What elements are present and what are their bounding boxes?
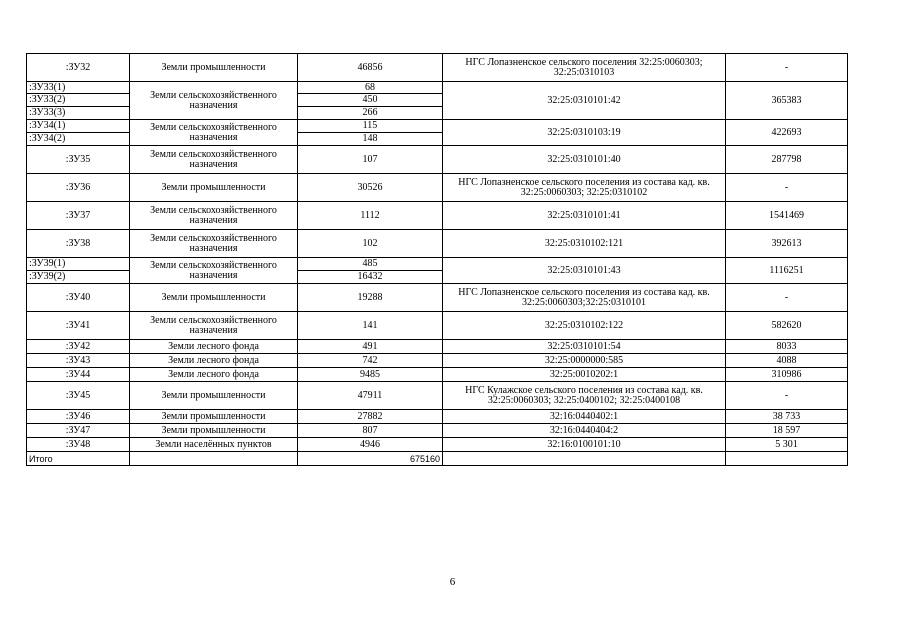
plot-id: :ЗУ41 [27,312,130,340]
total-row [27,452,848,466]
plot-id: :ЗУ39(2) [27,271,130,284]
plot-area: 1112 [298,202,443,230]
plot-area: 9485 [298,368,443,382]
plot-id: :ЗУ40 [27,284,130,312]
plot-area: 450 [298,94,443,107]
cadastral-number: НГС Кулажское сельского поселения из состава кад. кв. 32:25:0060303; 32:25:0400102; 32:25:0400108 [443,382,726,410]
cadastral-number: 32:25:0310101:42 [443,82,726,120]
land-category: Земли лесного фонда [130,354,298,368]
cadastral-value: 310986 [726,368,848,382]
table-row [27,410,848,424]
land-category: Земли сельскохозяйственного назначения [130,258,298,284]
land-category: Земли сельскохозяйственного назначения [130,146,298,174]
land-category: Земли промышленности [130,410,298,424]
cadastral-number: НГС Лопазненское сельского поселения из состава кад. кв. 32:25:0060303; 32:25:0310102 [443,174,726,202]
plot-area: 27882 [298,410,443,424]
cadastral-number: 32:16:0100101:10 [443,438,726,452]
plot-id: :ЗУ32 [27,54,130,82]
plot-area: 742 [298,354,443,368]
cadastral-value: - [726,284,848,312]
cadastral-number: 32:16:0440404:2 [443,424,726,438]
plot-id: :ЗУ34(2) [27,133,130,146]
cadastral-number: 32:16:0440402:1 [443,410,726,424]
cadastral-value: 8033 [726,340,848,354]
cadastral-number: 32:25:0000000:585 [443,354,726,368]
plot-area: 68 [298,82,443,94]
cadastral-value: - [726,382,848,410]
plot-id: :ЗУ42 [27,340,130,354]
plot-id: :ЗУ43 [27,354,130,368]
cadastral-number: 32:25:0310103:19 [443,120,726,146]
land-category: Земли сельскохозяйственного назначения [130,230,298,258]
land-category: Земли промышленности [130,382,298,410]
plot-area: 148 [298,133,443,146]
page-number: 6 [449,576,456,588]
cadastral-number: 32:25:0310101:54 [443,340,726,354]
table-row [27,230,848,258]
land-category: Земли лесного фонда [130,368,298,382]
cadastral-value: 1116251 [726,258,848,284]
cadastral-value: 5 301 [726,438,848,452]
plot-id: :ЗУ39(1) [27,258,130,271]
land-category: Земли промышленности [130,174,298,202]
table-row [27,438,848,452]
table-row [27,82,848,94]
plot-id: :ЗУ36 [27,174,130,202]
plot-id: :ЗУ35 [27,146,130,174]
land-category: Земли населённых пунктов [130,438,298,452]
empty-cell [726,452,848,466]
cadastral-value: 582620 [726,312,848,340]
table-row [27,340,848,354]
plot-area: 46856 [298,54,443,82]
land-category: Земли сельскохозяйственного назначения [130,82,298,120]
plot-area: 115 [298,120,443,133]
plot-area: 266 [298,107,443,120]
plot-id: :ЗУ45 [27,382,130,410]
total-label: Итого [27,452,130,466]
plot-id: :ЗУ33(3) [27,107,130,120]
plot-id: :ЗУ48 [27,438,130,452]
cadastral-number: 32:25:0310102:121 [443,230,726,258]
plot-id: :ЗУ38 [27,230,130,258]
table-row [27,284,848,312]
cadastral-value: 18 597 [726,424,848,438]
cadastral-number: НГС Лопазненское сельского поселения из состава кад. кв. 32:25:0060303;32:25:0310101 [443,284,726,312]
cadastral-number: 32:25:0310101:43 [443,258,726,284]
cadastral-value: 392613 [726,230,848,258]
table-row [27,146,848,174]
plot-id: :ЗУ46 [27,410,130,424]
plot-id: :ЗУ34(1) [27,120,130,133]
cadastral-value: - [726,174,848,202]
cadastral-value: 1541469 [726,202,848,230]
table-row [27,258,848,271]
plot-area: 485 [298,258,443,271]
land-category: Земли сельскохозяйственного назначения [130,312,298,340]
plot-area: 16432 [298,271,443,284]
plot-area: 141 [298,312,443,340]
cadastral-value: 365383 [726,82,848,120]
plot-area: 102 [298,230,443,258]
cadastral-number: 32:25:0010202:1 [443,368,726,382]
plot-id: :ЗУ44 [27,368,130,382]
land-category: Земли промышленности [130,284,298,312]
cadastral-number: НГС Лопазненское сельского поселения 32:25:0060303; 32:25:0310103 [443,54,726,82]
plot-area: 19288 [298,284,443,312]
cadastral-value: 287798 [726,146,848,174]
table-row [27,202,848,230]
land-category: Земли сельскохозяйственного назначения [130,120,298,146]
plot-area: 30526 [298,174,443,202]
cadastral-number: 32:25:0310102:122 [443,312,726,340]
table-row [27,54,848,82]
plot-id: :ЗУ33(2) [27,94,130,107]
plot-area: 4946 [298,438,443,452]
plot-id: :ЗУ47 [27,424,130,438]
cadastral-value: 4088 [726,354,848,368]
table-row [27,382,848,410]
plot-id: :ЗУ33(1) [27,82,130,94]
cadastral-number: 32:25:0310101:40 [443,146,726,174]
table-row [27,368,848,382]
land-plots-table [26,53,848,466]
plot-area: 491 [298,340,443,354]
table-row [27,174,848,202]
plot-area: 107 [298,146,443,174]
plot-id: :ЗУ37 [27,202,130,230]
land-category: Земли сельскохозяйственного назначения [130,202,298,230]
cadastral-value: 422693 [726,120,848,146]
table-row [27,354,848,368]
table-row [27,424,848,438]
land-category: Земли промышленности [130,54,298,82]
empty-cell [130,452,298,466]
empty-cell [443,452,726,466]
land-category: Земли лесного фонда [130,340,298,354]
land-category: Земли промышленности [130,424,298,438]
cadastral-number: 32:25:0310101:41 [443,202,726,230]
cadastral-value: 38 733 [726,410,848,424]
table-row [27,120,848,133]
total-area: 675160 [298,452,443,466]
plot-area: 47911 [298,382,443,410]
cadastral-value: - [726,54,848,82]
table-row [27,312,848,340]
plot-area: 807 [298,424,443,438]
